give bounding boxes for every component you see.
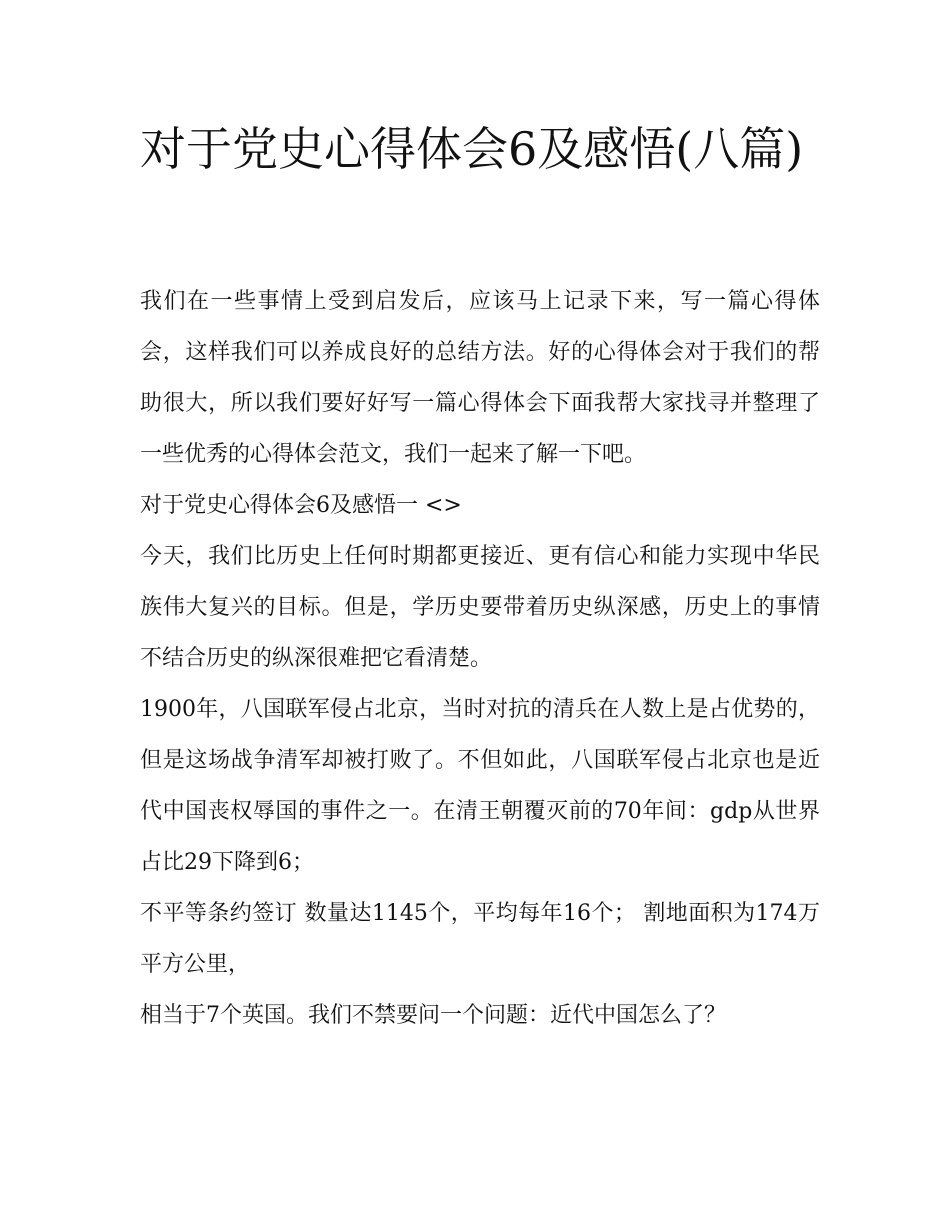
paragraph-1900-event: 1900年，八国联军侵占北京，当时对抗的清兵在人数上是占优势的，但是这场战争清军却被打败了。不但如此，八国联军侵占北京也是近代中国丧权辱国的事件之一。在清王朝覆灭前的70年间：gdp从世界占比29下降到6； — [140, 697, 820, 875]
paragraph-treaties: 不平等条约签订 数量达1145个，平均每年16个； 割地面积为174万平方公里， — [140, 901, 820, 977]
document-title: 对于党史心得体会6及感悟(八篇) — [140, 122, 804, 176]
paragraph-question: 相当于7个英国。我们不禁要问一个问题：近代中国怎么了？ — [140, 1003, 726, 1028]
paragraph-history-depth: 今天，我们比历史上任何时期都更接近、更有信心和能力实现中华民族伟大复兴的目标。但是，学历史要带着历史纵深感，历史上的事情不结合历史的纵深很难把它看清楚。 — [140, 544, 820, 671]
paragraph-intro: 我们在一些事情上受到启发后，应该马上记录下来，写一篇心得体会，这样我们可以养成良好的总结方法。好的心得体会对于我们的帮助很大，所以我们要好好写一篇心得体会下面我帮大家找寻并整理了一些优秀的心得体会范文，我们一起来了解一下吧。 — [140, 289, 820, 467]
paragraph-section-heading: 对于党史心得体会6及感悟一 <> — [140, 493, 462, 518]
document-body — [140, 276, 820, 1041]
